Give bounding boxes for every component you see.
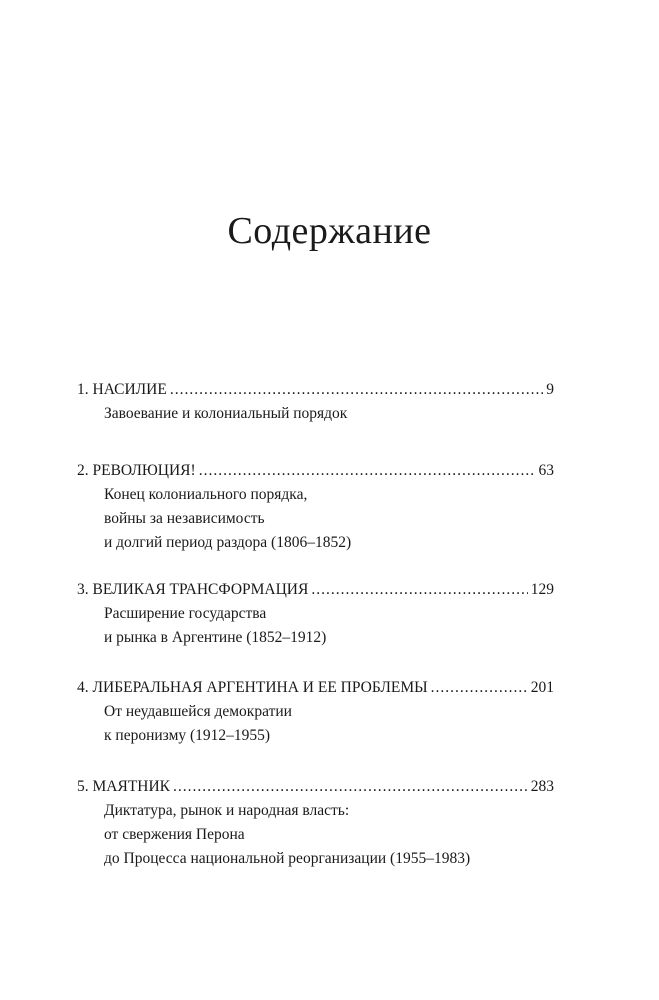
toc-page-number: 129: [530, 581, 554, 598]
toc-heading: 4. ЛИБЕРАЛЬНАЯ АРГЕНТИНА И ЕЕ ПРОБЛЕМЫ: [77, 679, 428, 696]
toc-subtitle: [104, 799, 554, 871]
toc-dot-leader: [170, 378, 543, 402]
toc-subtitle-line: войны за независимость: [104, 510, 265, 527]
page-title: Содержание: [227, 210, 432, 253]
toc-subtitle-line: От неудавшейся демократии: [104, 703, 292, 720]
toc-subtitle-line: Конец колониального порядка,: [104, 486, 308, 503]
toc-subtitle-line: до Процесса национальной реорганизации (1955–1983): [104, 850, 471, 867]
toc-heading-line: [77, 775, 554, 799]
toc-subtitle-line: и долгий период раздора (1806–1852): [104, 534, 352, 551]
toc-heading-line: [77, 378, 554, 402]
toc-subtitle-line: к перонизму (1912–1955): [104, 727, 271, 744]
toc-subtitle: [104, 483, 554, 555]
toc-dot-leader: [199, 459, 536, 483]
toc-subtitle-line: Завоевание и колониальный порядок: [104, 405, 348, 422]
toc-subtitle: [104, 700, 554, 748]
toc-page-number: 201: [530, 679, 554, 696]
toc-heading: 2. РЕВОЛЮЦИЯ!: [77, 462, 196, 479]
toc-subtitle: [104, 402, 554, 426]
toc-heading: 1. НАСИЛИЕ: [77, 381, 167, 398]
toc-page-number: 9: [546, 381, 554, 398]
toc-entry-2[interactable]: [77, 459, 554, 555]
toc-subtitle-line: от свержения Перона: [104, 826, 245, 843]
toc-heading: 5. МАЯТНИК: [77, 778, 171, 795]
toc-entry-3[interactable]: [77, 578, 554, 650]
toc-page-number: 63: [538, 462, 554, 479]
toc-heading-line: [77, 578, 554, 602]
toc-subtitle-line: Расширение государства: [104, 605, 267, 622]
toc-page-number: 283: [530, 778, 554, 795]
toc-dot-leader: [173, 775, 528, 799]
toc-heading: 3. ВЕЛИКАЯ ТРАНСФОРМАЦИЯ: [77, 581, 309, 598]
toc-heading-line: [77, 459, 554, 483]
toc-entry-5[interactable]: [77, 775, 554, 871]
toc-entry-4[interactable]: [77, 676, 554, 748]
toc-dot-leader: [311, 578, 527, 602]
toc-heading-line: [77, 676, 554, 700]
toc-subtitle-line: и рынка в Аргентине (1852–1912): [104, 629, 327, 646]
toc-dot-leader: [431, 676, 528, 700]
toc-subtitle: [104, 602, 554, 650]
toc-subtitle-line: Диктатура, рынок и народная власть:: [104, 802, 350, 819]
toc-entry-1[interactable]: [77, 378, 554, 426]
